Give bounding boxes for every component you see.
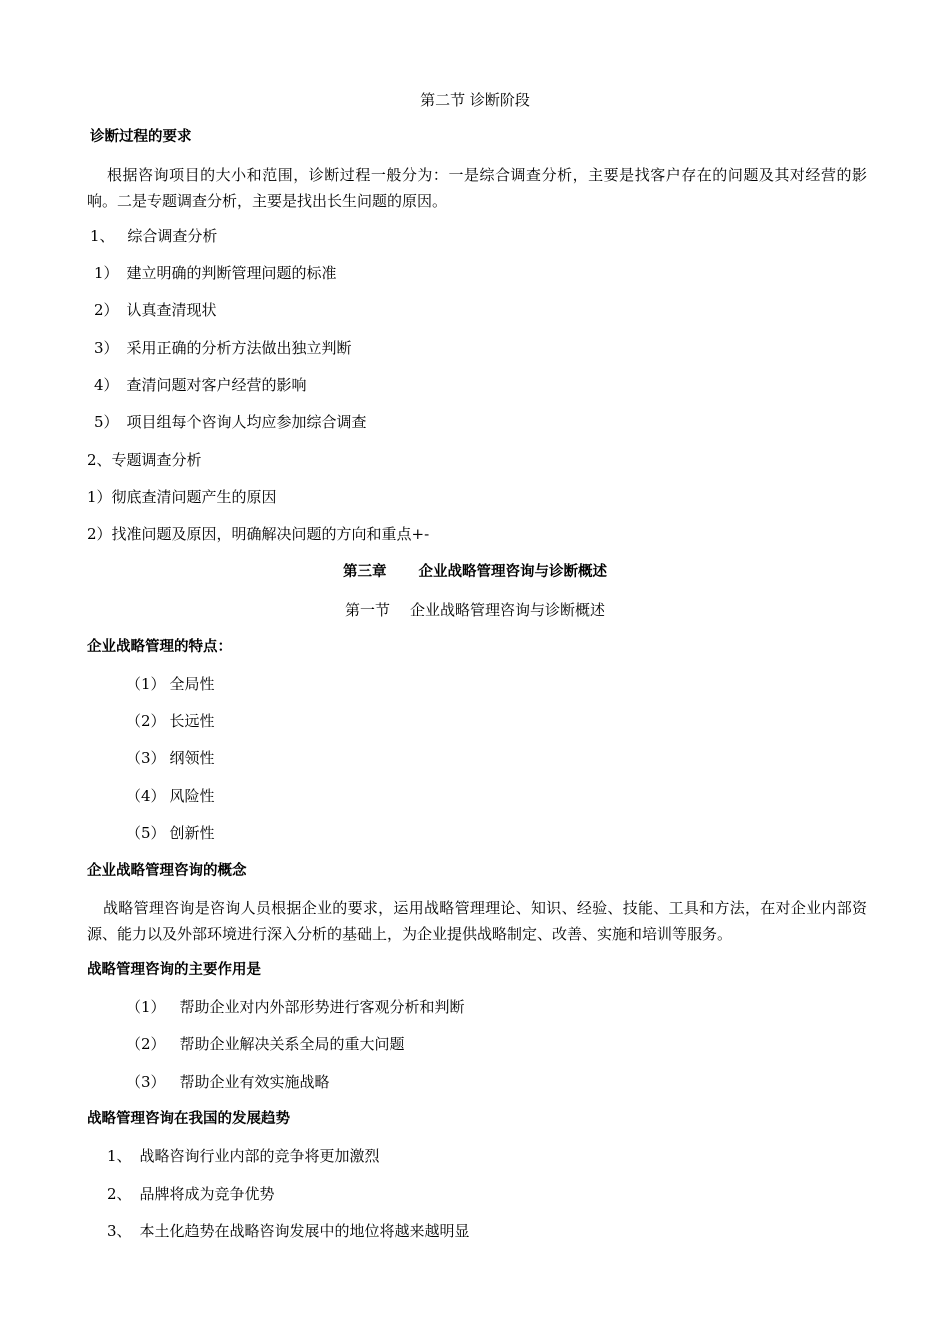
trend-item bbox=[107, 1146, 380, 1166]
chapter-label: 第三章 bbox=[343, 564, 387, 580]
sub-text: 查清问题对客户经营的影响 bbox=[126, 376, 307, 394]
trend-item bbox=[107, 1184, 275, 1204]
feature-number: （3） bbox=[126, 749, 166, 767]
heading-trends: 战略管理咨询在我国的发展趋势 bbox=[87, 1111, 290, 1127]
heading-features: 企业战略管理的特点： bbox=[87, 639, 232, 655]
feature-text: 创新性 bbox=[169, 824, 215, 842]
trend-text: 品牌将成为竞争优势 bbox=[139, 1185, 275, 1203]
intro-paragraph: 根据咨询项目的大小和范围，诊断过程一般分为：一是综合调查分析，主要是找客户存在的问题及其对经营的影响。二是专题调查分析，主要是找出长生问题的原因。 bbox=[87, 166, 867, 210]
sub-text: 采用正确的分析方法做出独立判断 bbox=[126, 339, 352, 357]
feature-text: 长远性 bbox=[169, 712, 215, 730]
feature-item bbox=[126, 786, 215, 806]
feature-number: （5） bbox=[126, 824, 166, 842]
chapter-name: 企业战略管理咨询与诊断概述 bbox=[418, 564, 607, 580]
feature-item bbox=[126, 711, 215, 731]
list-item-2: 2、专题调查分析 bbox=[87, 451, 202, 469]
heading-diagnosis-requirements: 诊断过程的要求 bbox=[90, 129, 192, 145]
trend-text: 本土化趋势在战略咨询发展中的地位将越来越明显 bbox=[139, 1222, 470, 1240]
role-text: 帮助企业解决关系全局的重大问题 bbox=[179, 1035, 405, 1053]
trend-number: 2、 bbox=[107, 1185, 132, 1203]
feature-item bbox=[126, 674, 215, 694]
feature-number: （4） bbox=[126, 787, 166, 805]
heading-concept: 企业战略管理咨询的概念 bbox=[87, 863, 247, 879]
role-number: （2） bbox=[126, 1035, 166, 1053]
concept-paragraph: 战略管理咨询是咨询人员根据企业的要求，运用战略管理理论、知识、经验、技能、工具和方法，在对企业内部资源、能力以及外部环境进行深入分析的基础上，为企业提供战略制定、改善、实施和培训等服务。 bbox=[87, 899, 867, 943]
role-item bbox=[126, 1072, 330, 1092]
sub-text: 建立明确的判断管理问题的标准 bbox=[126, 264, 337, 282]
heading-roles: 战略管理咨询的主要作用是 bbox=[87, 962, 261, 978]
chapter-title bbox=[0, 562, 950, 582]
sub-item bbox=[94, 263, 337, 283]
feature-number: （2） bbox=[126, 712, 166, 730]
sub-item: 2）找准问题及原因，明确解决问题的方向和重点+- bbox=[87, 525, 430, 543]
feature-text: 风险性 bbox=[169, 787, 215, 805]
list-number: 1、 bbox=[90, 227, 115, 245]
sub-number: 4） bbox=[94, 376, 119, 394]
feature-text: 纲领性 bbox=[169, 749, 215, 767]
sub-number: 3） bbox=[94, 339, 119, 357]
sub-text: 认真查清现状 bbox=[126, 301, 217, 319]
role-text: 帮助企业有效实施战略 bbox=[179, 1073, 330, 1091]
section-name: 企业战略管理咨询与诊断概述 bbox=[410, 601, 606, 619]
sub-item bbox=[94, 412, 367, 432]
role-number: （3） bbox=[126, 1073, 166, 1091]
trend-text: 战略咨询行业内部的竞争将更加激烈 bbox=[139, 1147, 380, 1165]
feature-item bbox=[126, 748, 215, 768]
feature-item bbox=[126, 823, 215, 843]
section-label: 第一节 bbox=[344, 601, 390, 619]
sub-item bbox=[94, 300, 217, 320]
trend-number: 3、 bbox=[107, 1222, 132, 1240]
list-label: 综合调查分析 bbox=[127, 227, 218, 245]
sub-item: 1）彻底查清问题产生的原因 bbox=[87, 488, 277, 506]
role-number: （1） bbox=[126, 998, 166, 1016]
sub-number: 1） bbox=[94, 264, 119, 282]
trend-number: 1、 bbox=[107, 1147, 132, 1165]
list-item-1 bbox=[90, 226, 217, 246]
sub-number: 5） bbox=[94, 413, 119, 431]
role-text: 帮助企业对内外部形势进行客观分析和判断 bbox=[179, 998, 465, 1016]
feature-number: （1） bbox=[126, 675, 166, 693]
section-title bbox=[0, 600, 950, 620]
role-item bbox=[126, 1034, 405, 1054]
sub-item bbox=[94, 375, 307, 395]
section-title: 第二节 诊断阶段 bbox=[420, 91, 530, 109]
feature-text: 全局性 bbox=[169, 675, 215, 693]
sub-item bbox=[94, 338, 352, 358]
role-item bbox=[126, 997, 465, 1017]
trend-item bbox=[107, 1221, 470, 1241]
sub-number: 2） bbox=[94, 301, 119, 319]
sub-text: 项目组每个咨询人均应参加综合调查 bbox=[126, 413, 367, 431]
